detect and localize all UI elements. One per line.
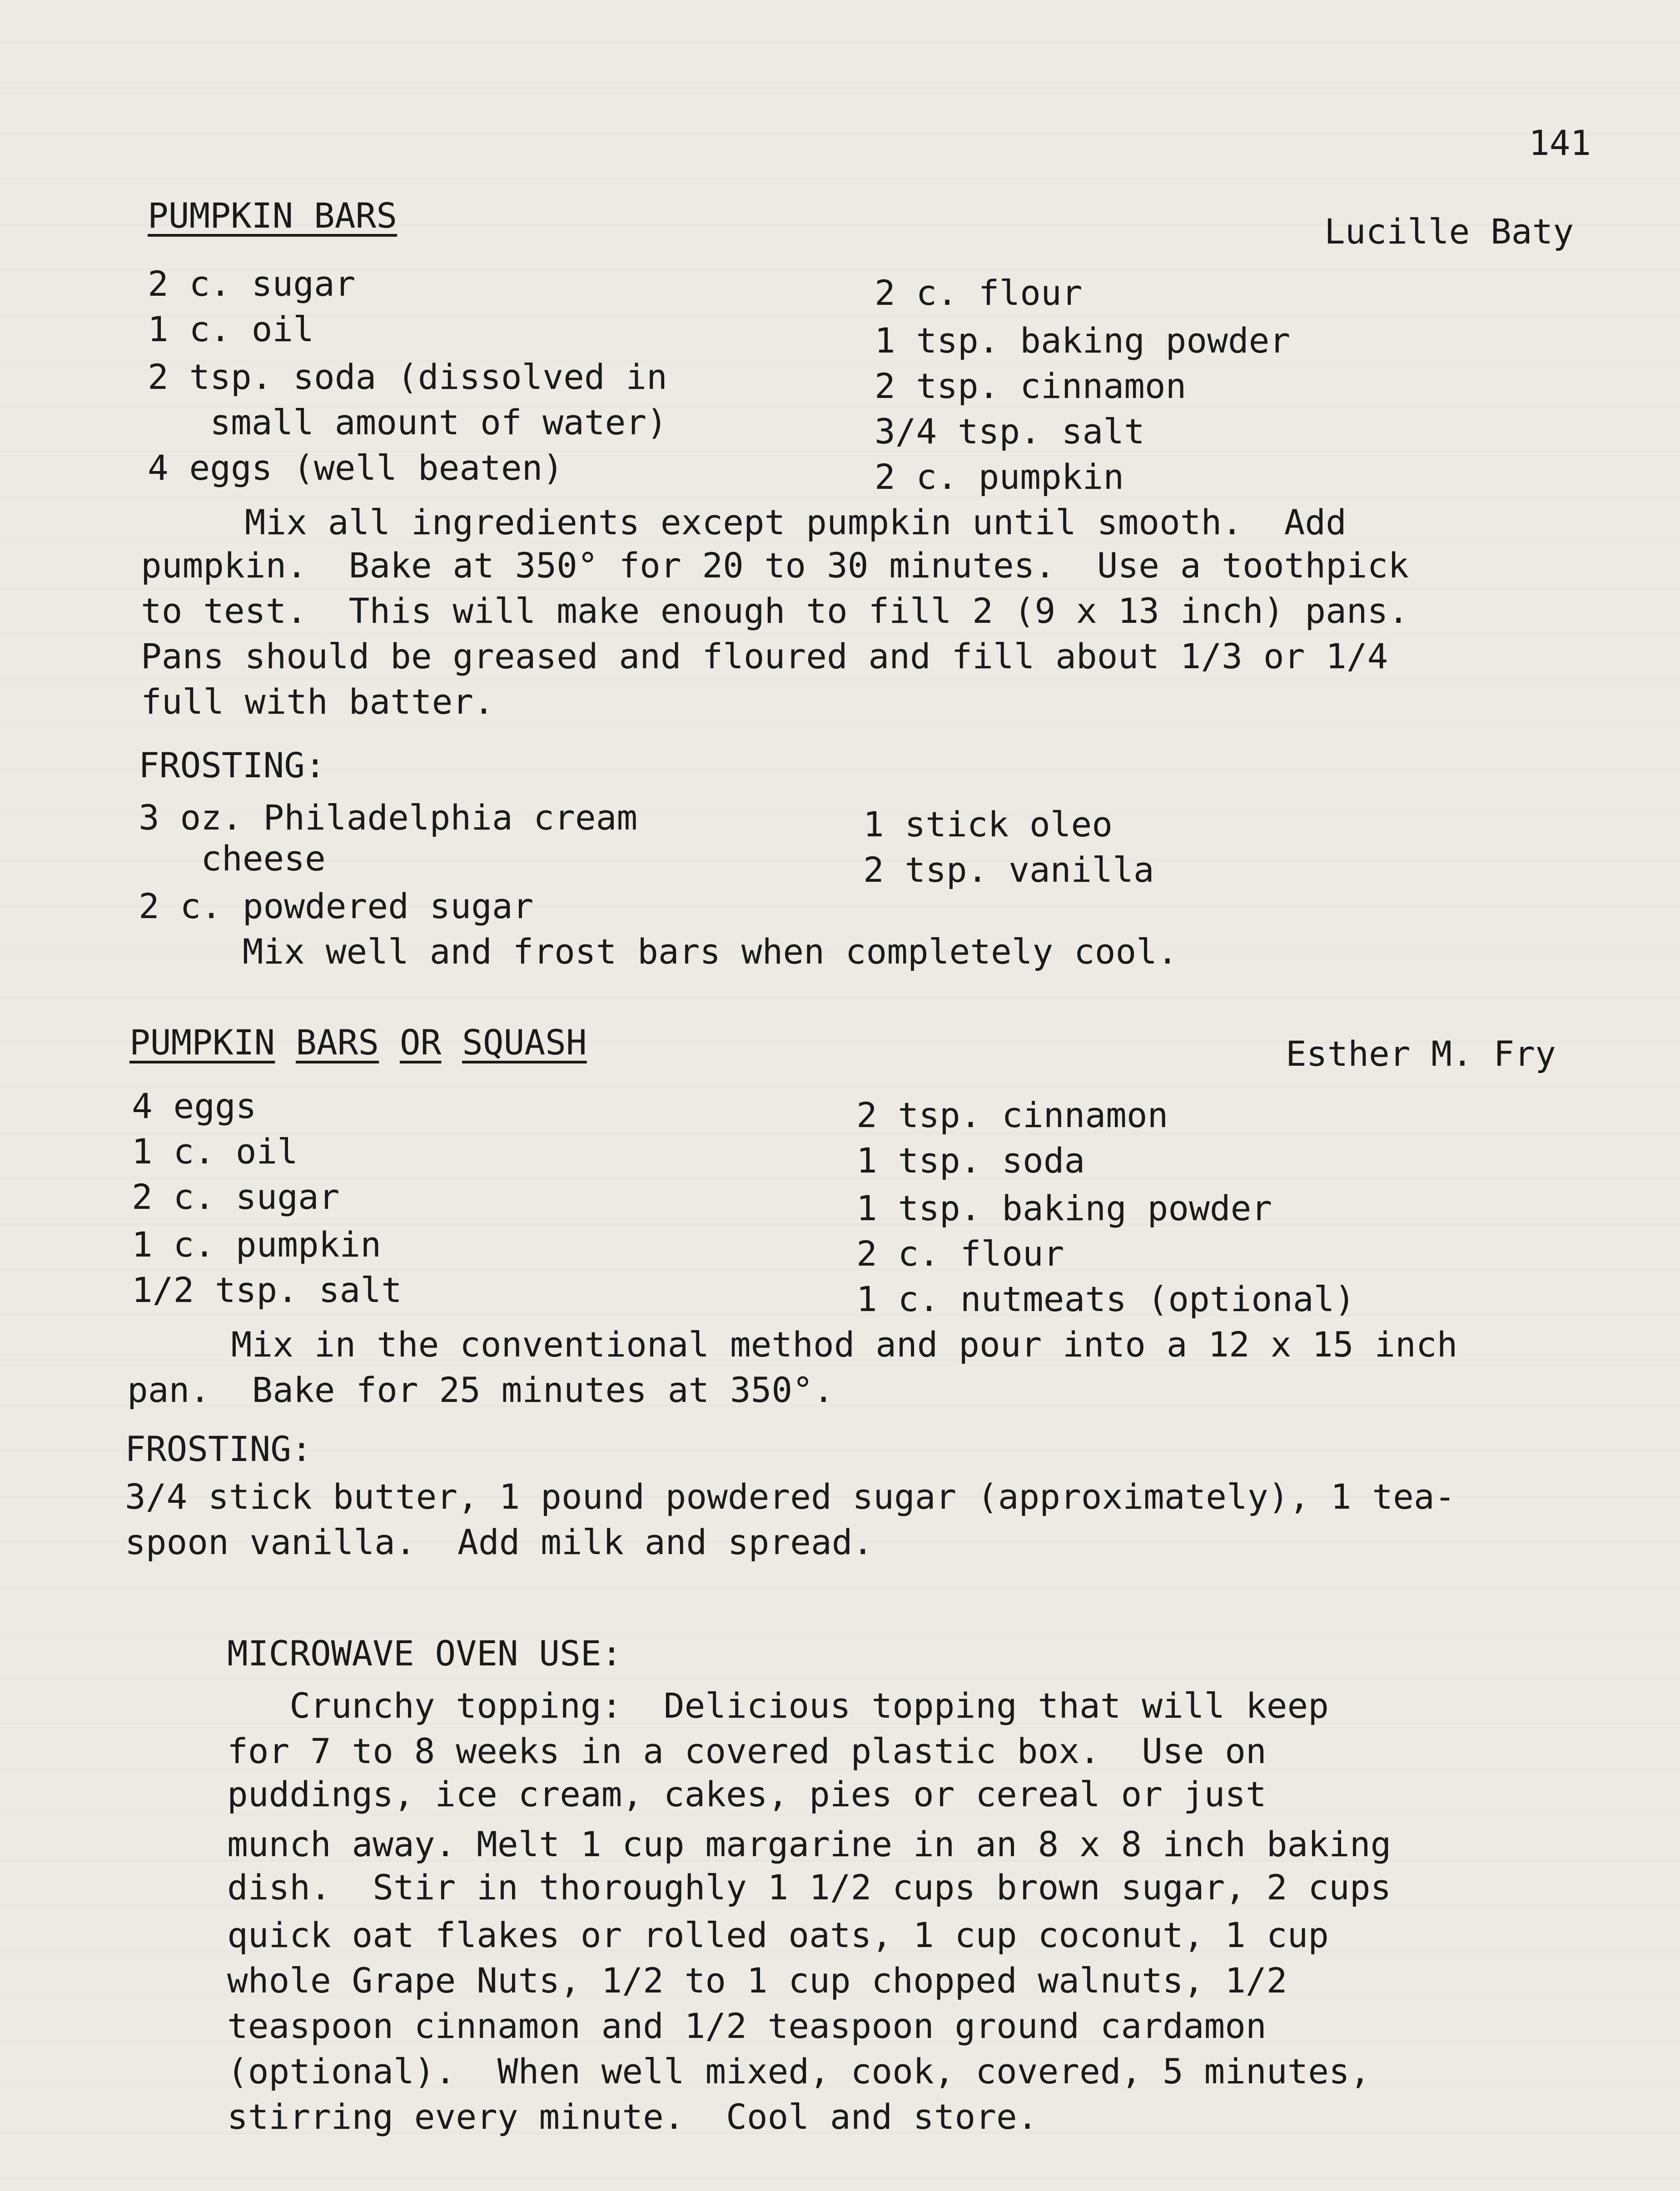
- microwave-line: quick oat flakes or rolled oats, 1 cup coconut, 1 cup: [227, 1915, 1329, 1955]
- frosting-line: 3/4 stick butter, 1 pound powdered sugar (approximately), 1 tea-: [125, 1476, 1456, 1517]
- direction-line: pan. Bake for 25 minutes at 350°.: [127, 1370, 834, 1410]
- direction-line: Mix all ingredients except pumpkin until smooth. Add: [141, 502, 1347, 542]
- recipe2-author: Esther M. Fry: [1286, 1033, 1556, 1074]
- ingredient: small amount of water): [148, 402, 667, 442]
- ingredient: 1/2 tsp. salt: [132, 1270, 402, 1310]
- microwave-line: (optional). When well mixed, cook, covered, 5 minutes,: [227, 2051, 1371, 2092]
- recipe2-frosting-heading: FROSTING:: [125, 1429, 312, 1469]
- microwave-line: Crunchy topping: Delicious topping that will keep: [227, 1685, 1329, 1726]
- ingredient: 1 c. oil: [148, 309, 314, 349]
- recipe1-author: Lucille Baty: [1324, 211, 1574, 252]
- ingredient: 1 c. nutmeats (optional): [856, 1279, 1356, 1319]
- ingredient: 2 c. sugar: [148, 263, 356, 304]
- ingredient: 1 tsp. soda: [856, 1140, 1085, 1181]
- ingredient: 2 c. pumpkin: [875, 457, 1124, 497]
- recipe1-frosting-heading: FROSTING:: [139, 745, 326, 785]
- ingredient: 4 eggs: [132, 1086, 257, 1126]
- ingredient: 2 tsp. cinnamon: [856, 1095, 1168, 1135]
- frosting-ingredient: cheese: [139, 838, 326, 879]
- frosting-ingredient: 1 stick oleo: [863, 804, 1113, 845]
- ingredient: 2 tsp. cinnamon: [875, 366, 1187, 406]
- recipe1-frosting-directions: Mix well and frost bars when completely cool.: [139, 931, 1178, 972]
- frosting-ingredient: 3 oz. Philadelphia cream: [139, 797, 638, 838]
- microwave-line: munch away. Melt 1 cup margarine in an 8 x 8 inch baking: [227, 1824, 1392, 1864]
- microwave-line: whole Grape Nuts, 1/2 to 1 cup chopped walnuts, 1/2: [227, 1960, 1287, 2001]
- frosting-ingredient: 2 tsp. vanilla: [863, 850, 1154, 890]
- frosting-ingredient: 2 c. powdered sugar: [139, 886, 534, 926]
- direction-line: Pans should be greased and floured and fill about 1/3 or 1/4: [141, 636, 1388, 676]
- direction-line: full with batter.: [141, 681, 494, 722]
- direction-line: pumpkin. Bake at 350° for 20 to 30 minutes. Use a toothpick: [141, 545, 1409, 586]
- microwave-line: stirring every minute. Cool and store.: [227, 2097, 1038, 2137]
- title-word: PUMPKIN: [129, 1022, 275, 1063]
- microwave-heading: MICROWAVE OVEN USE:: [227, 1633, 622, 1674]
- ingredient: 1 tsp. baking powder: [856, 1188, 1272, 1228]
- microwave-line: for 7 to 8 weeks in a covered plastic box. Use on: [227, 1731, 1267, 1771]
- title-word: OR: [399, 1022, 442, 1063]
- ingredient: 2 c. sugar: [132, 1177, 340, 1217]
- microwave-line: puddings, ice cream, cakes, pies or cereal or just: [227, 1774, 1267, 1814]
- page-number: 141: [1529, 123, 1591, 163]
- direction-line: to test. This will make enough to fill 2 (9 x 13 inch) pans.: [141, 591, 1409, 631]
- ingredient: 2 tsp. soda (dissolved in: [148, 357, 667, 397]
- title-word: BARS: [296, 1022, 379, 1063]
- direction-line: Mix in the conventional method and pour into a 12 x 15 inch: [127, 1324, 1458, 1365]
- ingredient: 1 c. oil: [132, 1131, 298, 1172]
- ingredient: 2 c. flour: [856, 1233, 1064, 1274]
- ingredient: 2 c. flour: [875, 273, 1083, 313]
- ingredient: 1 tsp. baking powder: [875, 320, 1291, 361]
- recipe1-title: PUMPKIN BARS: [148, 195, 398, 236]
- microwave-line: teaspoon cinnamon and 1/2 teaspoon ground cardamon: [227, 2006, 1267, 2046]
- ingredient: 3/4 tsp. salt: [875, 411, 1145, 452]
- microwave-line: dish. Stir in thoroughly 1 1/2 cups brown sugar, 2 cups: [227, 1867, 1392, 1908]
- ingredient: 4 eggs (well beaten): [148, 447, 564, 488]
- ingredient: 1 c. pumpkin: [132, 1224, 382, 1265]
- title-word: SQUASH: [462, 1022, 587, 1063]
- recipe2-title: [129, 1020, 587, 1065]
- frosting-line: spoon vanilla. Add milk and spread.: [125, 1522, 874, 1562]
